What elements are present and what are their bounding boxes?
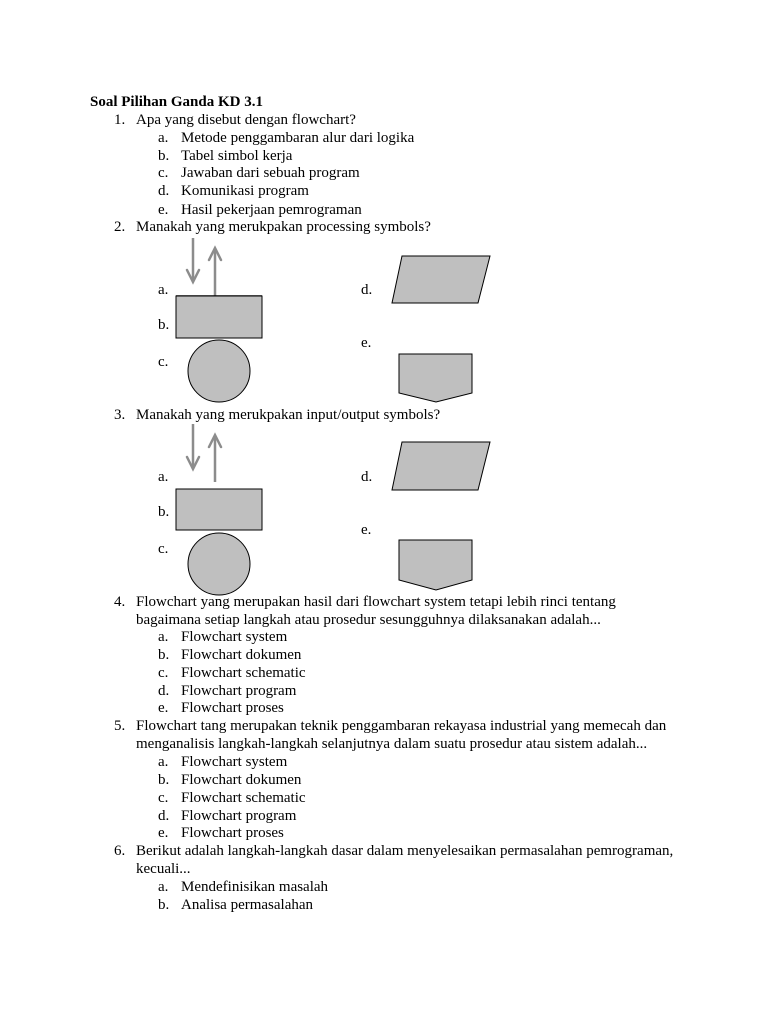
q6-option-b-letter: b. <box>158 897 170 913</box>
q6-option-b: Analisa permasalahan <box>181 897 314 913</box>
q4-option-c-letter: c. <box>158 665 169 681</box>
q2-text: Manakah yang merukpakan processing symbols? <box>136 219 431 235</box>
q5-option-a: Flowchart system <box>181 754 288 770</box>
q4-option-b: Flowchart dokumen <box>181 647 302 663</box>
q1-option-e: Hasil pekerjaan pemrograman <box>181 202 362 218</box>
q4-option-a: Flowchart system <box>181 629 288 645</box>
q5-text-line2: menganalisis langkah-langkah selanjutnya dalam suatu prosedur atau sistem adalah... <box>136 736 648 752</box>
q5-option-b-letter: b. <box>158 772 170 788</box>
q3-rectangle-icon <box>176 489 262 530</box>
q5-option-d: Flowchart program <box>181 808 297 824</box>
q4-option-b-letter: b. <box>158 647 170 663</box>
q1-option-b-letter: b. <box>158 148 170 164</box>
q5-number: 5. <box>114 718 126 734</box>
q5-option-c-letter: c. <box>158 790 169 806</box>
q1-option-e-letter: e. <box>158 202 169 218</box>
page-title: Soal Pilihan Ganda KD 3.1 <box>90 94 263 110</box>
q6-number: 6. <box>114 843 126 859</box>
q4-option-d: Flowchart program <box>181 683 297 699</box>
q5-option-a-letter: a. <box>158 754 169 770</box>
q3-text: Manakah yang merukpakan input/output symbols? <box>136 407 441 423</box>
q1-option-a-letter: a. <box>158 130 169 146</box>
q6-text-line1: Berikut adalah langkah-langkah dasar dalam menyelesaikan permasalahan pemrograman, <box>136 843 674 859</box>
q5-option-e-letter: e. <box>158 825 169 841</box>
q5-option-b: Flowchart dokumen <box>181 772 302 788</box>
q2-arrows-icon <box>187 238 221 296</box>
q2-label-d: d. <box>361 282 373 298</box>
q1-option-c: Jawaban dari sebuah program <box>181 165 360 181</box>
q2-rectangle-icon <box>176 296 262 338</box>
q3-arrows-icon <box>187 424 221 482</box>
q5-option-c: Flowchart schematic <box>181 790 306 806</box>
q3-offpage-connector-icon <box>399 540 472 590</box>
q4-option-e-letter: e. <box>158 700 169 716</box>
q1-option-a: Metode penggambaran alur dari logika <box>181 130 415 146</box>
q1-text: Apa yang disebut dengan flowchart? <box>136 112 356 128</box>
q5-option-e: Flowchart proses <box>181 825 284 841</box>
q4-option-a-letter: a. <box>158 629 169 645</box>
q2-label-e: e. <box>361 335 372 351</box>
q3-number: 3. <box>114 407 126 423</box>
q3-circle-icon <box>188 533 250 595</box>
q5-option-d-letter: d. <box>158 808 170 824</box>
q4-option-d-letter: d. <box>158 683 170 699</box>
q3-label-c: c. <box>158 541 169 557</box>
q4-option-e: Flowchart proses <box>181 700 284 716</box>
q3-label-d: d. <box>361 469 373 485</box>
q3-label-b: b. <box>158 504 170 520</box>
q2-label-a: a. <box>158 282 169 298</box>
q1-option-b: Tabel simbol kerja <box>181 148 293 164</box>
q3-label-e: e. <box>361 522 372 538</box>
q3-label-a: a. <box>158 469 169 485</box>
q2-parallelogram-icon <box>392 256 490 303</box>
q6-option-a: Mendefinisikan masalah <box>181 879 329 895</box>
q6-option-a-letter: a. <box>158 879 169 895</box>
q2-circle-icon <box>188 340 250 402</box>
q5-text-line1: Flowchart tang merupakan teknik penggambaran rekayasa industrial yang memecah dan <box>136 718 667 734</box>
q1-option-d: Komunikasi program <box>181 183 309 199</box>
q4-number: 4. <box>114 594 126 610</box>
q6-text-line2: kecuali... <box>136 861 191 877</box>
q2-offpage-connector-icon <box>399 354 472 402</box>
q1-option-c-letter: c. <box>158 165 169 181</box>
q4-text-line1: Flowchart yang merupakan hasil dari flowchart system tetapi lebih rinci tentang <box>136 594 616 610</box>
q2-label-b: b. <box>158 317 170 333</box>
q1-option-d-letter: d. <box>158 183 170 199</box>
q2-number: 2. <box>114 219 126 235</box>
q2-label-c: c. <box>158 354 169 370</box>
q4-text-line2: bagaimana setiap langkah atau prosedur sesungguhnya dilaksanakan adalah... <box>136 612 601 628</box>
q3-parallelogram-icon <box>392 442 490 490</box>
q4-option-c: Flowchart schematic <box>181 665 306 681</box>
q1-number: 1. <box>114 112 126 128</box>
